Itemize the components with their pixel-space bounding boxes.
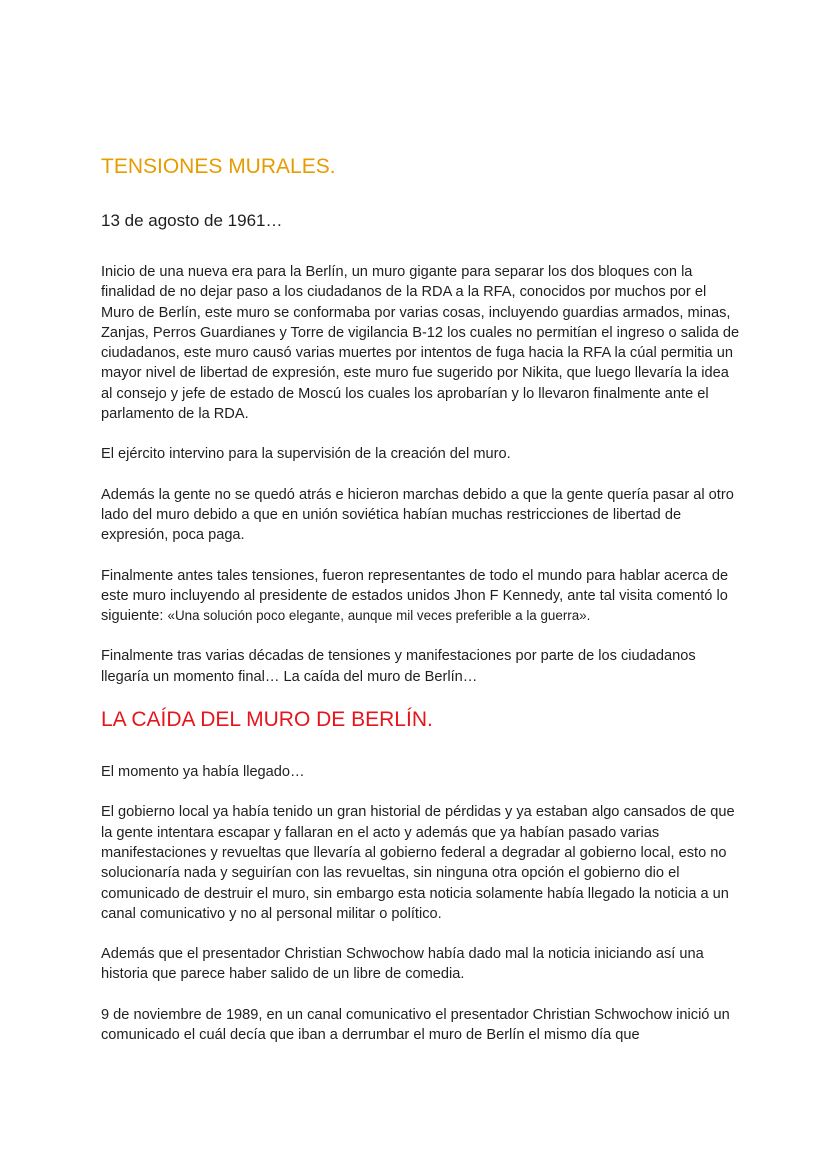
paragraph: Además la gente no se quedó atrás e hicieron marchas debido a que la gente quería pasar al otro lado del muro debido a que en unión soviética habían muchas restricciones de libertad de expresión, poca paga. — [101, 486, 734, 544]
paragraph: Finalmente tras varias décadas de tensiones y manifestaciones por parte de los ciudadanos llegaría un momento final… La caída del muro de Berlín… — [101, 648, 696, 685]
kennedy-quote: «Una solución poco elegante, aunque mil veces preferible a la guerra». — [167, 608, 591, 624]
date-line: 13 de agosto de 1961… — [101, 211, 283, 230]
paragraph-text: Finalmente antes tales tensiones, fueron representantes de todo el mundo para hablar acerca de este muro incluyendo al presidente de estados unidos Jhon F Kennedy, ante tal visita comentó lo siguiente: — [101, 567, 729, 625]
paragraph: El ejército intervino para la supervisión de la creación del muro. — [101, 446, 511, 463]
paragraph-kennedy — [101, 566, 741, 627]
paragraph: El gobierno local ya había tenido un gran historial de pérdidas y ya estaban algo cansados de que la gente intentara escapar y fallaran en el acto y además que ya habían pasado varias manifestaciones y revueltas que llevaría al gobierno federal a degradar al gobierno local, esto no solucionaría nada y seguirían con las revueltas, sin ninguna otra opción el gobierno dio el comunicado de destruir el muro, sin embargo esta noticia solamente había llegado la noticia a un canal comunicativo y no al personal militar o político. — [101, 804, 735, 922]
paragraph: Además que el presentador Christian Schwochow había dado mal la noticia iniciando así una historia que parece haber salido de un libre de comedia. — [101, 946, 704, 983]
paragraph: Inicio de una nueva era para la Berlín, un muro gigante para separar los dos bloques con la finalidad de no dejar paso a los ciudadanos de la RDA a la RFA, conocidos por muchos por el Muro de Berlín, este muro se conformaba por varias cosas, incluyendo guardias armados, minas, Zanjas, Perros Guardianes y Torre de vigilancia B-12 los cuales no permitían el ingreso o salida de ciudadanos, este muro causó varias muertes por intentos de fuga hacia la RFA la cúal permitia un mayor nivel de libertad de expresión, este muro fue sugerido por Nikita, que luego llevaría la idea al consejo y jefe de estado de Moscú los cuales los aprobarían y lo llevaron finalmente ante el parlamento de la RDA. — [101, 264, 740, 423]
section-title-tensiones: TENSIONES MURALES. — [101, 155, 336, 178]
section-title-caida: LA CAÍDA DEL MURO DE BERLÍN. — [101, 708, 433, 732]
paragraph: 9 de noviembre de 1989, en un canal comunicativo el presentador Christian Schwochow inició un comunicado el cuál decía que iban a derrumbar el muro de Berlín el mismo día que — [101, 1006, 730, 1044]
paragraph: El momento ya había llegado… — [101, 764, 305, 781]
document-body — [101, 154, 741, 1045]
